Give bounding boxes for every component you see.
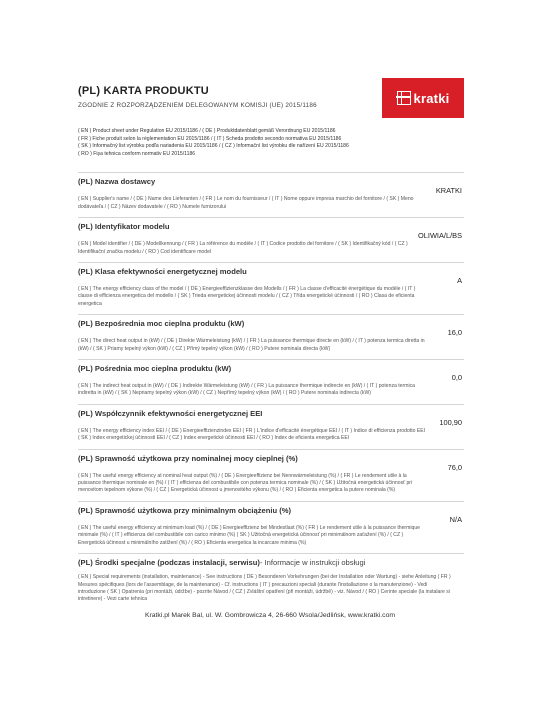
page-title: (PL) KARTA PRODUKTU [78,85,209,97]
section-description: ( EN ) The energy efficiency class of the model / ( DE ) Energieeffizienzklasse des Modells / ( FR ) La classe d'efficacité énergétique du modèle / ( IT ) classe di efficienza energetica del modello / ( SK ) Trieda energetickej účinnosti modelu / ( CZ ) Třída energetické účinnosti / ( RO ) Clasa de eficienta energetica [78,286,416,307]
page-subtitle: ZGODNIE Z ROZPORZĄDZENIEM DELEGOWANYM KOMISJI (UE) 2015/1186 [78,102,317,109]
section-title: (PL) Sprawność użytkowa przy nominalnej mocy cieplnej (%) [78,453,298,463]
section-description: ( EN ) Supplier's name / ( DE ) Name des Lieferanten / ( FR ) Le nom du fournisseur / ( IT ) Nome oppure impresa marchio del fornitore / ( SK ) Meno dodávateľa / ( CZ ) Název dodavatele / ( RO ) Numele furnizorului [78,196,414,210]
section-description: ( EN ) The indirect heat output in (kW) / ( DE ) Indirekte Wärmeleistung (kW) / ( FR ) La puissance thermique indirecte en (kW) / ( IT ) potenza termica indiretta in (kW) / ( SK ) Nepriamy tepelný výkon (kW) / ( CZ ) Nepřímý tepelný výkon (kW) / ( RO ) Putere nominala indirecta (kW) [78,383,415,397]
section-title-note: - Informacje w instrukcji obsługi [259,558,366,568]
section-value: KRATKI [435,186,462,196]
section-value: N/A [449,514,462,524]
section-title: (PL) Pośrednia moc cieplna produktu (kW) [78,364,232,374]
section-description: ( EN ) The direct heat output in (kW) / ( DE ) Direkte Wärmeleistung (kW) / ( FR ) La puissance thermique directe en (kW) / ( IT ) potenza termica diretta in (kW) / ( SK ) Priamy tepelný výkon (kW) / ( CZ ) Přímý tepelný výkon (kW) / ( RO ) Putere nominala directa (kW) [78,338,425,352]
section-title: (PL) Bezpośrednia moc cieplna produktu (kW) [78,319,245,329]
section-energy-class [78,262,464,308]
section-efficiency-minimum [78,501,464,547]
section-title: (PL) Identyfikator modelu [78,222,170,232]
intro-line: ( FR ) Fiche produit selon la réglementation EU 2015/1186 / ( IT ) Scheda prodotto secondo normativa EU 2015/1186 [78,135,342,142]
section-description: ( EN ) Model identifier / ( DE ) Modellkennung / ( FR ) La référence du modèle / ( IT ) Codice prodotto del fornitore / ( SK ) Identifikačný kód / ( CZ ) Identifikační značka modelu / ( RO ) Cod identificare model [78,241,408,255]
intro-line: ( SK ) Informačný list výrobku podľa nariadenia EU 2015/1186 / ( CZ ) Informační list výrobku dle nařízení EU 2015/1186 [78,143,349,150]
product-sheet [78,78,464,604]
intro-line: ( EN ) Product sheet under Regulation EU 2015/1186 / ( DE ) Produktdatenblatt gemäß Verordnung EU 2015/1186 [78,128,336,134]
section-description: ( EN ) The energy efficiency index EEI / ( DE ) Energieeffizienzindex EEI ( FR ) L'indice d'efficacité énergétique EEI / ( IT ) Indice di efficienza prodotto EEI ( SK ) Index energetickej účinnosti EEI / ( CZ ) Index energetické účinnosti EEI / ( RO ) Index de eficienta energetica EEI [78,427,426,442]
section-value: A [457,276,462,285]
intro-line: ( RO ) Fișa tehnica conform normativ EU 2015/1186 [78,150,196,157]
section-description: ( EN ) Special requirements (installation, maintenance) - See instructions ( DE ) Besonderen Vorkehrungen (bei der Installation oder Wartung) - siehe Anleitung ( FR ) Mesures spécifiques (lors de l'assemblage, de la maintenance) - Cf. instructions ( IT ) precauzioni speciali (durante l'installazione o la manutenzione) - Vedi introduzione ( SK ) Opatrenia (pri montáži, údržbe) - pozrite Návod / ( CZ ) Zvláštní opatření (při montáži, údržbě) - viz. Návod / ( RO ) Cerinte speciale (la instalare si intretinere) - Vezi carte tehnica [78,574,451,603]
section-direct-heat-output [78,314,464,353]
section-special-requirements [78,553,464,604]
section-description: ( EN ) The useful energy efficiency at minimum load (%) / ( DE ) Energieeffizienz bei Mindestlast (%) ( FR ) Le rendement utile à la puissance thermique minimale (%) / ( IT ) efficienza del combustibile con carico minimo (%) ( SK ) Užitočná energetická účinnosť pri minimálnom zaťažení (%) / ( CZ ) Energetická účinnost u minimálního zatížení (%) / ( RO ) Eficienta energetica la incarcare minima (%) [78,524,420,546]
section-efficiency-nominal [78,449,464,495]
section-indirect-heat-output [78,359,464,398]
section-supplier-name [78,172,464,211]
section-title [78,557,464,569]
logo-text: kratki [413,90,450,106]
section-value: 76,0 [447,462,462,472]
intro-text [78,128,464,158]
section-model-identifier [78,217,464,256]
section-description: ( EN ) The useful energy efficiency at nominal heat output (%) / ( DE ) Energieeffizienz bei Nennwärmeleistung (%) / ( FR ) Le rendement utile à la puissance thermique nominale en (%) / ( IT ) efficienza del combustibile con potenza termica nominale (%) / ( SK ) Užitočná energetická účinnosť pri menovitom tepelnom výkone (%) / ( CZ ) Energetická účinnost u jmenovitého výkonu (%) / ( RO ) Eficienta energetica la putere nominala (%) [78,472,413,494]
footer-address: Kratki.pl Marek Bal, ul. W. Gombrowicza 4, 26-660 Wsola/Jedlińsk, www.kratki.com [144,612,396,619]
logo-grid-icon [397,91,411,105]
section-value: 16,0 [447,328,462,338]
section-title: (PL) Sprawność użytkowa przy minimalnym obciążeniu (%) [78,505,292,515]
brand-logo [382,78,464,118]
section-title: (PL) Współczynnik efektywności energetycznej EEI [78,408,263,418]
section-title: (PL) Klasa efektywności energetycznej modelu [78,267,247,276]
section-title-main: (PL) Środki specjalne (podczas instalacji, serwisu) [78,558,260,568]
section-energy-efficiency-index [78,404,464,443]
section-title: (PL) Nazwa dostawcy [78,177,156,187]
section-value: OLIWIA/L/BS [418,231,462,241]
header [78,78,464,128]
section-value: 0,0 [451,373,462,383]
section-value: 100,90 [439,417,462,427]
